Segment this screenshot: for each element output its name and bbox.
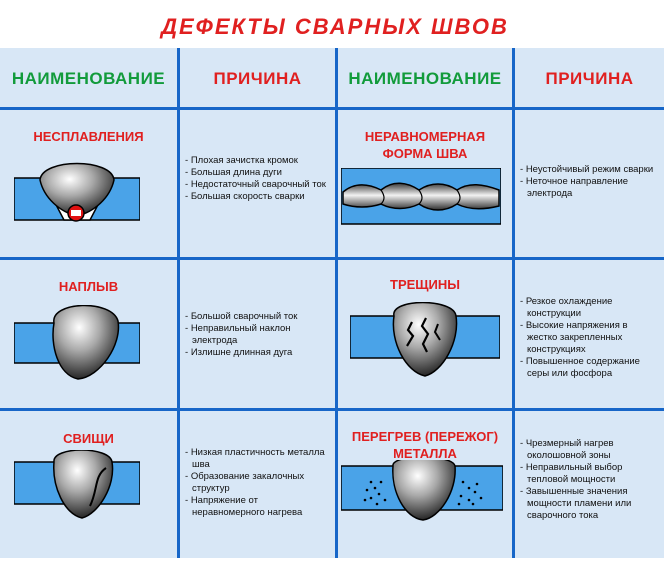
grid-line bbox=[0, 408, 664, 411]
causes-list: - Резкое охлаждение конструкции - Высокие напряжения в жестко закрепленных конструкциях - Повышенное содержание серы или фосфора bbox=[520, 296, 660, 380]
defect-name: ПЕРЕГРЕВ (ПЕРЕЖОГ) МЕТАЛЛА bbox=[351, 429, 499, 461]
fistula-icon bbox=[14, 450, 140, 522]
overheating-icon bbox=[341, 460, 503, 524]
overlap-icon bbox=[14, 305, 140, 383]
grid-line bbox=[512, 48, 515, 558]
causes-list: - Плохая зачистка кромок - Большая длина дуги - Недостаточный сварочный ток - Большая скорость сварки bbox=[185, 155, 333, 203]
causes-list: - Неустойчивый режим сварки - Неточное направление электрода bbox=[520, 164, 660, 200]
defect-name: СВИЩИ bbox=[63, 431, 114, 446]
lack-of-fusion-icon bbox=[14, 160, 140, 232]
causes-list: - Чрезмерный нагрев околошовной зоны - Неправильный выбор тепловой мощности - Завышенные значения мощности пламени или сварочного тока bbox=[520, 438, 660, 522]
grid-line bbox=[0, 107, 664, 110]
grid-line bbox=[335, 48, 338, 558]
defect-name: НЕСПЛАВЛЕНИЯ bbox=[33, 129, 144, 144]
defect-name: ТРЕЩИНЫ bbox=[390, 277, 460, 292]
page-title: ДЕФЕКТЫ СВАРНЫХ ШВОВ bbox=[161, 14, 509, 39]
grid-line bbox=[0, 257, 664, 260]
grid-line bbox=[177, 48, 180, 558]
causes-list: - Низкая пластичность металла шва - Образование закалочных структур - Напряжение от неравномерного нагрева bbox=[185, 447, 333, 519]
header-name-right: НАИМЕНОВАНИЕ bbox=[348, 69, 502, 88]
causes-list: - Большой сварочный ток - Неправильный наклон электрода - Излишне длинная дуга bbox=[185, 311, 333, 359]
cracks-icon bbox=[350, 302, 500, 380]
uneven-weld-icon bbox=[341, 168, 501, 228]
defect-name: НАПЛЫВ bbox=[58, 279, 119, 294]
header-cause-right: ПРИЧИНА bbox=[545, 69, 634, 88]
defect-name: НЕРАВНОМЕРНАЯ ФОРМА ШВА bbox=[364, 129, 486, 161]
header-cause-left: ПРИЧИНА bbox=[213, 69, 302, 88]
header-name-left: НАИМЕНОВАНИЕ bbox=[11, 69, 166, 88]
